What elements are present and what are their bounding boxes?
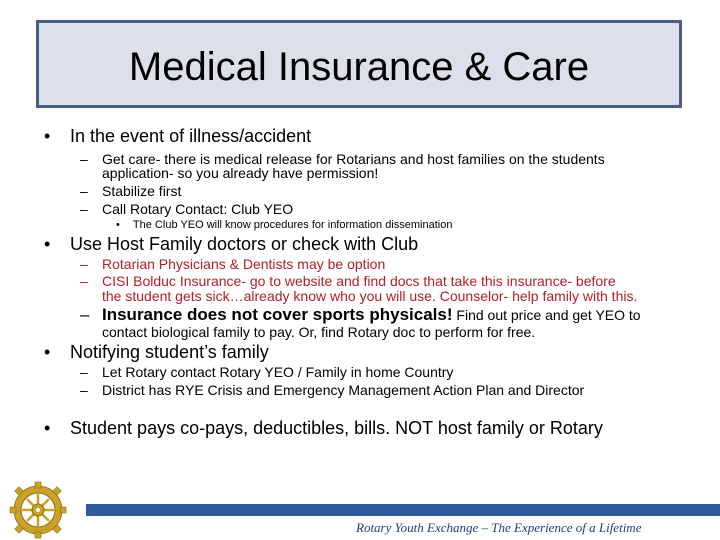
bullet-text: Notifying student’s family [70, 342, 269, 362]
sub-text: District has RYE Crisis and Emergency Management Action Plan and Director [102, 382, 585, 398]
dash: – [80, 183, 88, 199]
sub-item-cont [102, 166, 378, 181]
sub-item [80, 202, 293, 217]
footer-bar [86, 504, 720, 516]
sub-item-cont [102, 289, 637, 304]
sub-text: Rotarian Physicians & Dentists may be option [102, 256, 386, 272]
bullet-notifying [44, 342, 269, 363]
dash: – [80, 305, 90, 324]
sub-text: Stabilize first [102, 183, 182, 199]
sub-text: Let Rotary contact Rotary YEO / Family in home Country [102, 364, 454, 380]
insurance-note-cont [102, 325, 535, 340]
sub-text: Get care- there is medical release for Rotarians and host families on the students [102, 151, 605, 167]
slide-title: Medical Insurance & Care [128, 44, 590, 89]
dash: – [80, 201, 88, 217]
bullet-text: Student pays co-pays, deductibles, bills. NOT host family or Rotary [70, 418, 603, 438]
sub-item [80, 365, 453, 380]
sub-text: CISI Bolduc Insurance- go to website and find docs that take this insurance- before [102, 273, 616, 289]
bullet-dot: • [44, 418, 51, 438]
title-box [36, 20, 682, 108]
sub-text: application- so you already have permission! [102, 165, 379, 181]
insurance-note [80, 307, 641, 323]
sub-text: Call Rotary Contact: Club YEO [102, 201, 294, 217]
dash: – [80, 273, 88, 289]
sub-text: the student gets sick…already know who you will use. Counselor- help family with this. [102, 288, 638, 304]
bullet-text: In the event of illness/accident [70, 126, 312, 146]
bullet-copays [44, 418, 603, 439]
bullet-doctors [44, 234, 418, 255]
dash: – [80, 364, 88, 380]
rotary-wheel-icon [8, 480, 68, 540]
bullet-dot: • [44, 342, 51, 362]
sub-item [80, 383, 584, 398]
bullet-text: Use Host Family doctors or check with Club [70, 234, 419, 254]
insurance-line2: contact biological family to pay. Or, find Rotary doc to perform for free. [102, 324, 536, 340]
subsub-item [116, 219, 452, 231]
insurance-bold: Insurance does not cover sports physicals! [102, 305, 453, 324]
dash: – [80, 382, 88, 398]
sub-item [80, 257, 385, 272]
sub-item [80, 184, 181, 199]
subsub-text: The Club YEO will know procedures for information dissemination [132, 219, 453, 231]
insurance-rest: Find out price and get YEO to [452, 307, 641, 323]
dash: – [80, 151, 88, 167]
bullet-illness [44, 126, 311, 147]
bullet-dot: • [44, 234, 51, 254]
dash: – [80, 256, 88, 272]
footer-text: Rotary Youth Exchange – The Experience of a Lifetime [356, 520, 642, 535]
sub-item [80, 274, 616, 289]
bullet-dot: • [116, 219, 120, 231]
bullet-dot: • [44, 126, 51, 146]
